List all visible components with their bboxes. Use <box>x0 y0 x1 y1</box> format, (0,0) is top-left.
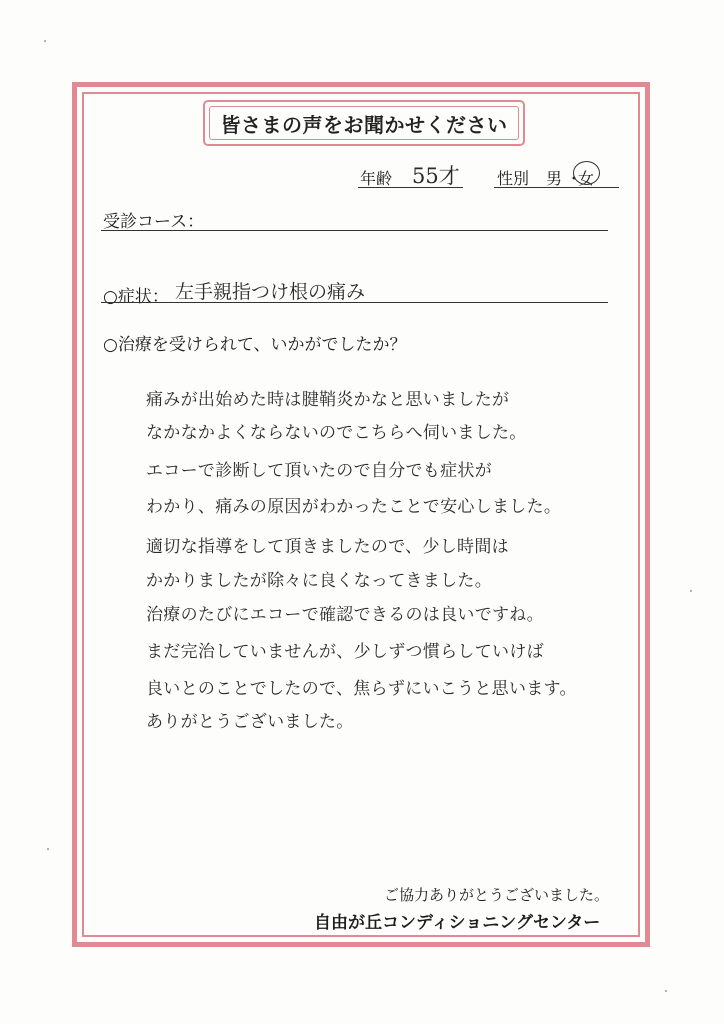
comment-line: 良いとのことでしたので、焦らずにいこうと思います。 <box>146 679 577 699</box>
footer-thanks: ご協力ありがとうございました。 <box>384 886 610 904</box>
page-title: 皆さまの声をお聞かせください <box>220 112 508 137</box>
title-box <box>203 100 525 146</box>
question-heading: ○治療を受けられて、いかがでしたか？ <box>103 335 407 355</box>
comment-line: なかなかよくならないのでこちらへ伺いました。 <box>146 423 527 443</box>
age-value: 55才 <box>412 164 460 188</box>
age-underline <box>358 187 463 188</box>
symptom-label: ○症状： <box>103 287 169 307</box>
scan-speck <box>44 40 46 42</box>
comment-line: まだ完治していませんが、少しずつ慣らしていけば <box>146 642 544 662</box>
comment-line: 適切な指導をして頂きましたので、少し時間は <box>146 537 509 557</box>
gender-male: 男 <box>546 169 563 188</box>
course-underline <box>101 230 608 231</box>
symptom-underline <box>101 302 608 303</box>
gender-underline <box>494 187 619 188</box>
comment-line: かかりましたが除々に良くなってきました。 <box>146 571 492 591</box>
scan-speck <box>690 590 692 592</box>
scan-speck <box>665 990 667 992</box>
scan-speck <box>47 848 49 850</box>
age-label: 年齢 <box>360 169 393 188</box>
comment-line: 痛みが出始めた時は腱鞘炎かなと思いましたが <box>146 390 510 410</box>
symptom-value: 左手親指つけ根の痛み <box>175 281 366 303</box>
course-label: 受診コース： <box>103 212 205 232</box>
comment-line: エコーで診断して頂いたので自分でも症状が <box>146 461 492 481</box>
comment-line: わかり、痛みの原因がわかったことで安心しました。 <box>146 497 562 517</box>
comment-line: ありがとうございました。 <box>146 712 354 732</box>
gender-label: 性別 <box>497 169 530 188</box>
gender-female: 女 <box>578 169 595 188</box>
comment-line: 治療のたびにエコーで確認できるのは良いですね。 <box>146 605 544 625</box>
gender-separator: ・ <box>566 169 583 188</box>
clinic-name: 自由が丘コンディショニングセンター <box>314 913 601 933</box>
female-circle-mark <box>573 161 600 185</box>
